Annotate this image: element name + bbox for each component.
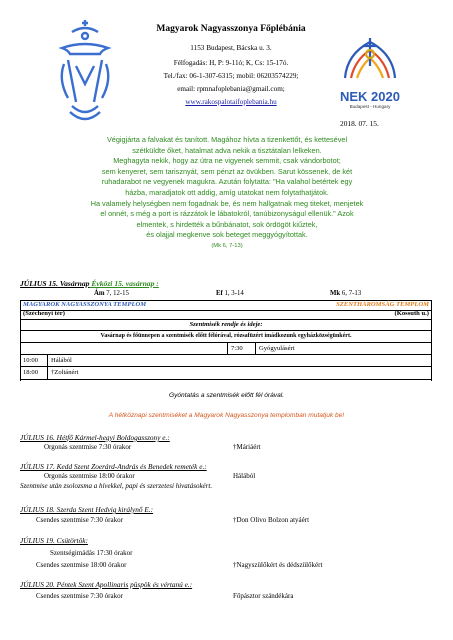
mass-intent: Főpásztor szándékára xyxy=(233,592,294,600)
reading-ref: 1, 3-14 xyxy=(224,290,244,297)
mass-entry: Csendes szentmise 18:00 órakor xyxy=(36,561,127,569)
table-row xyxy=(21,355,431,367)
nek-logo-sub: Budapest - Hungary xyxy=(349,104,391,109)
table-row xyxy=(21,343,431,355)
mass-time: 18:00 xyxy=(23,369,39,376)
reading-book: Mk xyxy=(330,290,341,297)
church-2-location: (Kossuth u.) xyxy=(394,310,429,317)
parish-address: 1153 Budapest, Bácska u. 3. xyxy=(190,44,272,52)
church-1-location: (Széchenyi tér) xyxy=(23,310,65,317)
mass-intention: †Zoltánért xyxy=(51,369,79,376)
mass-entry: Szentségimádás 17:30 órakor xyxy=(50,549,133,557)
mass-schedule-table xyxy=(20,300,432,381)
mass-intention: Gyógyulásért xyxy=(259,345,295,352)
mass-time: 10:00 xyxy=(23,357,39,364)
nek-2020-logo xyxy=(337,34,403,114)
gospel-line: házba, maradjatok ott addig, amíg utatokat nem folytathatjátok. xyxy=(125,187,329,197)
sunday-subtitle: Évközi 15. vasárnap : xyxy=(89,279,159,288)
reading-book: Ef xyxy=(216,290,223,297)
day-title: JÚLIUS 16. Hétfő Kármel-hegyi Boldogasszony e.: xyxy=(20,433,170,442)
gospel-line: el onnét, s még a port is rázzátok le lábatokról, tanúbizonyságul ellenük." Azok xyxy=(100,209,354,219)
day-title: JÚLIUS 17. Kedd Szent Zoerárd-András és Benedek remeték e.: xyxy=(20,462,207,471)
church-location-row xyxy=(21,310,431,320)
eucharist-cross-icon xyxy=(337,34,403,86)
day-title: JÚLIUS 18. Szerda Szent Hedvig királynő E.: xyxy=(20,505,154,514)
order-title: Szentmisék rendje és ideje: xyxy=(21,320,431,331)
mass-intent: †Máriáért xyxy=(233,443,261,451)
mass-intent: †Don Olivo Bolzon atyáért xyxy=(233,516,310,524)
marian-monogram-icon xyxy=(50,14,120,126)
gospel-line: Meghagyta nekik, hogy az útra ne vigyenek semmit, csak vándorbotot; xyxy=(113,156,341,166)
gospel-line: szétküldte őket, hatalmat adva nekik a tisztátalan lelkeken. xyxy=(132,145,322,155)
reading-book: Ám xyxy=(94,290,105,297)
reading-ref: 7, 12-15 xyxy=(106,290,129,297)
sunday-title: JÚLIUS 15. Vasárnap xyxy=(20,279,90,288)
mass-entry: Orgonás szentmise 18:00 órakor xyxy=(44,472,135,480)
confession-note: Gyóntatás a szentmisék előtt fél órával. xyxy=(168,392,285,399)
parish-title: Magyarok Nagyasszonya Főplébánia xyxy=(156,24,306,34)
church-1-name: MAGYAROK NAGYASSZONYA TEMPLOM xyxy=(23,301,147,308)
church-2-name: SZENTHÁROMSÁG TEMPLOM xyxy=(336,301,429,308)
phone-line: Tel./fax: 06-1-307-6315; mobil: 06203574229; xyxy=(163,72,299,80)
day-title: JÚLIUS 20. Péntek Szent Apollinaris püspök és vértanú e.: xyxy=(20,580,193,589)
gospel-line: ruhadarabot ne vegyenek magukra. Azután folytatta: "Ha valahol betértek egy xyxy=(101,177,353,187)
sunday-note: Vasárnap és főünnepen a szentmisék előtt félórával, rózsafüzért imádkozunk egyházközségünkért. xyxy=(21,331,431,343)
gospel-text xyxy=(36,135,418,252)
reading-ref: 6, 7-13 xyxy=(341,290,362,297)
gospel-reference: (Mk 6, 7-13) xyxy=(211,242,243,249)
day-extra-note: Szentmise után zsolozsma a hívekkel, papi és szerzetesi hivatásokért. xyxy=(20,482,213,490)
parish-logo xyxy=(50,14,120,126)
weekday-note: A hétköznapi szentmiséket a Magyarok Nagyasszonya templomban mutatjuk be! xyxy=(108,412,345,419)
mass-entry: Csendes szentmise 7:30 órakor xyxy=(36,592,123,600)
gospel-line: elmentek, s hirdették a bűnbánatot, sok ördögöt kiűztek, xyxy=(136,219,318,229)
gospel-line: és olajjal megkenve sok beteget meggyógyítottak. xyxy=(146,230,308,240)
nek-logo-title: NEK 2020 xyxy=(340,89,400,104)
mass-entry: Csendes szentmise 7:30 órakor xyxy=(36,516,123,524)
gospel-line: Végigjárta a falvakat és tanított. Magához hívta a tizenkettőt, és kettesével xyxy=(106,135,348,144)
mass-intent: †Nagyszülőkért és dédszülőkért xyxy=(233,561,323,569)
office-hours: Félfogadás: H, P: 9-11ó; K, Cs: 15-17ó. xyxy=(173,59,289,67)
bulletin-date: 2018. 07. 15. xyxy=(340,119,379,128)
website-link[interactable]: www.rakospalotaifoplebania.hu xyxy=(185,98,277,106)
mass-intent: Hálából xyxy=(233,472,256,480)
mass-time: 7:30 xyxy=(231,345,243,352)
table-row xyxy=(21,367,431,380)
readings-row xyxy=(20,290,430,300)
mass-entry: Orgonás szentmise 7:30 órakor xyxy=(44,443,132,451)
gospel-line: sem kenyeret, sem tarisznyát, sem pénzt az övükben. Sarut kössenek, de két xyxy=(101,166,353,176)
day-title: JÚLIUS 19. Csütörtök: xyxy=(20,536,88,545)
mass-intention: Hálából xyxy=(51,357,72,364)
email-line: email: rpmnafoplebania@gmail.com; xyxy=(177,85,285,93)
gospel-line: Ha valamely helységben nem fogadnak be, és nem hallgatnak meg titeket, menjetek xyxy=(90,198,364,208)
sunday-heading xyxy=(20,279,430,288)
